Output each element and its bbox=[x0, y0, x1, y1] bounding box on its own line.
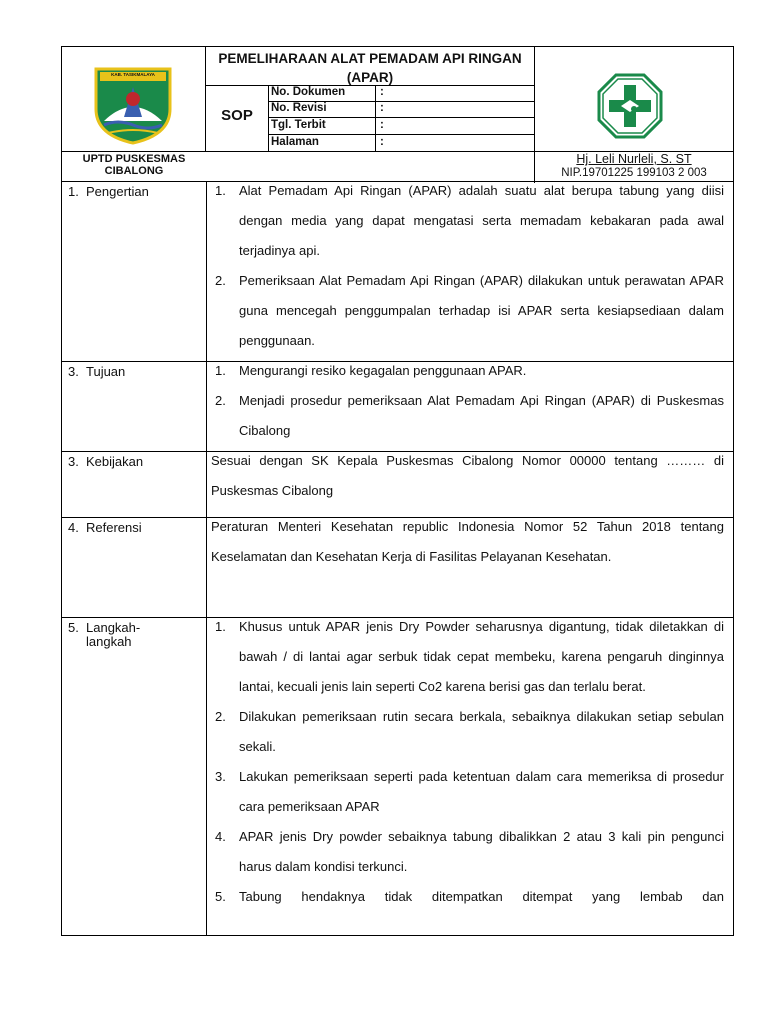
field-label-no-dokumen: No. Dokumen bbox=[271, 86, 346, 98]
signatory-name: Hj. Leli Nurleli, S. ST bbox=[576, 152, 692, 166]
paragraph: Sesuai dengan SK Kepala Puskesmas Cibalong Nomor 00000 tentang ……… di Puskesmas Cibalong bbox=[211, 453, 724, 498]
list-item: 1. Khusus untuk APAR jenis Dry Powder seharusnya digantung, tidak diletakkan di bawah / di lantai agar serbuk tidak cepat membeku, karena pengaruh dinginnya lantai, kecuali jenis lain seperti Co2 karena berisi gas dan terlalu berat. bbox=[215, 619, 724, 694]
field-colon: : bbox=[380, 86, 384, 98]
section-tujuan bbox=[61, 362, 734, 452]
list-item: 2. Dilakukan pemeriksaan rutin secara berkala, sebaiknya dilakukan setiap sebulan sekali. bbox=[215, 709, 724, 754]
section-pengertian bbox=[61, 182, 734, 362]
section-content bbox=[211, 356, 724, 446]
section-content bbox=[211, 612, 724, 912]
list-item: 1. Mengurangi resiko kegagalan penggunaan APAR. bbox=[215, 363, 527, 378]
list-item: 1. Alat Pemadam Api Ringan (APAR) adalah suatu alat berupa tabung yang diisi dengan media yang dapat mengatasi serta memadam kebakaran pada awal terjadinya api. bbox=[215, 183, 724, 258]
sop-document bbox=[61, 46, 734, 936]
list-item: 5. Tabung hendaknya tidak ditempatkan ditempat yang lembab dan bbox=[215, 889, 724, 904]
section-label: 1. Pengertian bbox=[68, 184, 149, 199]
section-kebijakan bbox=[61, 452, 734, 518]
field-colon: : bbox=[380, 136, 384, 148]
list-item: 3. Lakukan pemeriksaan seperti pada ketentuan dalam cara memeriksa di prosedur cara pemeriksaan APAR bbox=[215, 769, 724, 814]
emblem-banner-text: KAB. TASIKMALAYA bbox=[111, 72, 155, 77]
field-colon: : bbox=[380, 119, 384, 131]
section-referensi bbox=[61, 518, 734, 618]
section-content bbox=[211, 176, 724, 356]
list-item: 2. Pemeriksaan Alat Pemadam Api Ringan (APAR) dilakukan untuk perawatan APAR guna mencegah penggumpalan terhadap isi APAR serta kesiapsediaan dalam penggunaan. bbox=[215, 273, 724, 348]
field-colon: : bbox=[380, 102, 384, 114]
section-langkah-langkah bbox=[61, 618, 734, 936]
section-content bbox=[211, 512, 724, 572]
field-label-tgl-terbit: Tgl. Terbit bbox=[271, 119, 326, 131]
sop-header bbox=[61, 46, 734, 182]
section-label: 3. Tujuan bbox=[68, 364, 126, 379]
section-label: 3. Kebijakan bbox=[68, 454, 144, 469]
signatory-nip: NIP.19701225 199103 2 003 bbox=[561, 167, 707, 179]
document-title: PEMELIHARAAN ALAT PEMADAM API RINGAN (APAR) bbox=[218, 51, 522, 85]
field-label-halaman: Halaman bbox=[271, 136, 319, 148]
organization-name: UPTD PUSKESMAS CIBALONG bbox=[82, 153, 186, 177]
list-item: 4. APAR jenis Dry powder sebaiknya tabung dibalikkan 2 atau 3 kali pin pengunci harus dalam kondisi terkunci. bbox=[215, 829, 724, 874]
list-item: 2. Menjadi prosedur pemeriksaan Alat Pemadam Api Ringan (APAR) di Puskesmas Cibalong bbox=[215, 393, 724, 438]
paragraph: Peraturan Menteri Kesehatan republic Indonesia Nomor 52 Tahun 2018 tentang Keselamatan dan Kesehatan Kerja di Fasilitas Pelayanan Kesehatan. bbox=[211, 519, 724, 564]
sop-label: SOP bbox=[221, 107, 253, 124]
field-label-no-revisi: No. Revisi bbox=[271, 102, 327, 114]
section-label: 4. Referensi bbox=[68, 520, 142, 535]
section-label: 5. Langkah- langkah bbox=[68, 620, 141, 649]
puskesmas-logo-icon bbox=[597, 73, 663, 139]
section-content bbox=[211, 446, 724, 506]
